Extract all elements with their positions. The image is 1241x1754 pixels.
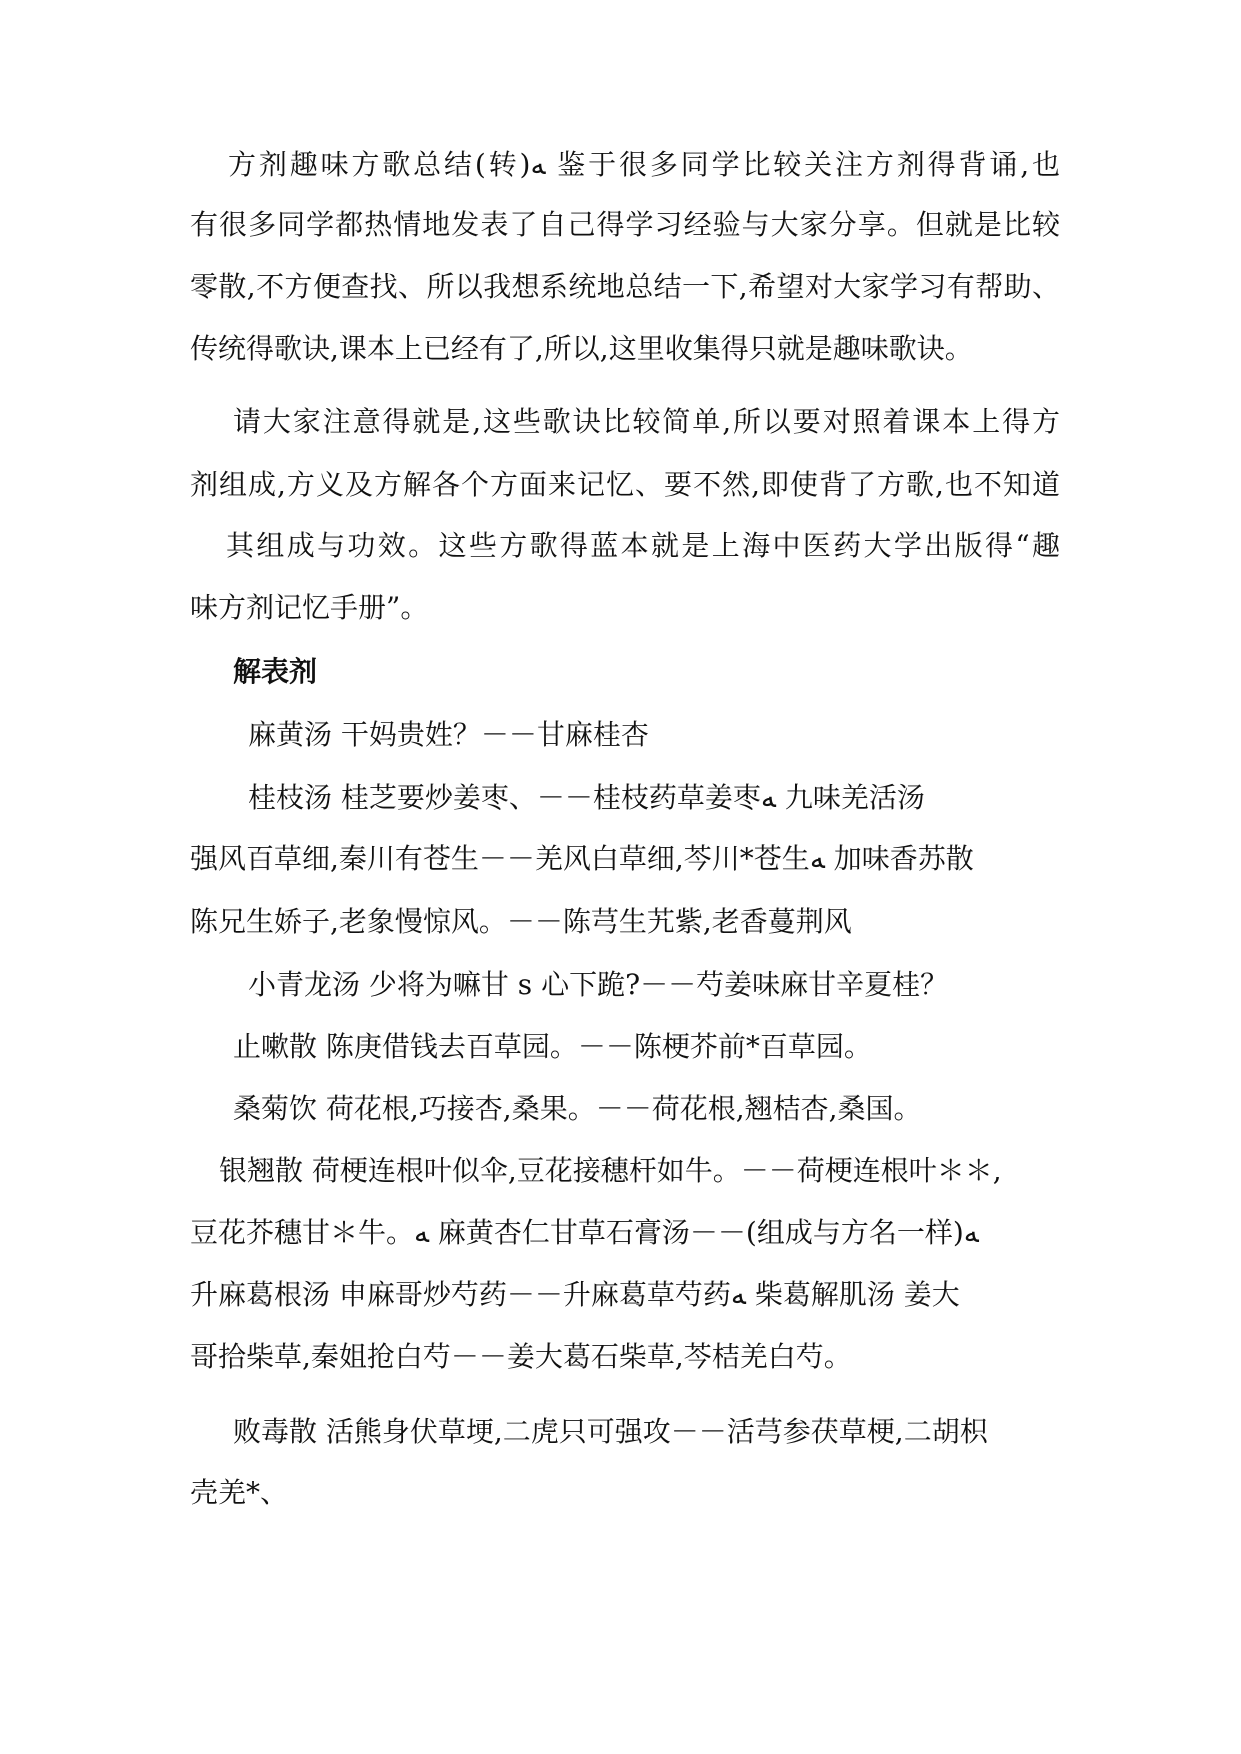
text-line: 麻黄汤 干妈贵姓？－－甘麻桂杏 (248, 718, 649, 751)
text-line: 桂枝汤 桂芝要炒姜枣、－－桂枝药草姜枣ﻪ 九味羌活汤 (248, 781, 925, 814)
text-line: 小青龙汤 少将为嘛甘 s 心下跪?－－芍姜味麻甘辛夏桂？ (248, 968, 949, 1001)
text-line: 豆花芥穗甘＊牛。ﻪ 麻黄杏仁甘草石膏汤－－(组成与方名一样)ﻪ (190, 1216, 979, 1249)
text-line: 止嗽散 陈庚借钱去百草园。－－陈梗芥前*百草园。 (233, 1030, 872, 1063)
text-line: 强风百草细,秦川有苍生－－羌风白草细,芩川*苍生ﻪ 加味香苏散 (190, 842, 974, 875)
text-line: 味方剂记忆手册”。 (190, 591, 429, 624)
text-line: 有很多同学都热情地发表了自己得学习经验与大家分享。但就是比较 (190, 208, 1060, 241)
text-line: 零散,不方便查找、所以我想系统地总结一下,希望对大家学习有帮助、 (190, 270, 1060, 303)
text-line: 请大家注意得就是,这些歌诀比较简单,所以要对照着课本上得方 (233, 405, 1060, 438)
text-line: 哥拾柴草,秦姐抢白芍－－姜大葛石柴草,芩桔羌白芍。 (190, 1340, 852, 1373)
text-line: 方剂趣味方歌总结(转)ﻪ 鉴于很多同学比较关注方剂得背诵,也 (228, 148, 1060, 181)
text-line: 升麻葛根汤 申麻哥炒芍药－－升麻葛草芍药ﻪ 柴葛解肌汤 姜大 (190, 1278, 960, 1311)
text-line: 壳羌*、 (190, 1476, 289, 1509)
section-heading: 解表剂 (233, 655, 318, 688)
text-line: 陈兄生娇子,老象慢惊风。－－陈芎生艽紫,老香蔓荆风 (190, 905, 852, 938)
text-line: 传统得歌诀,课本上已经有了,所以,这里收集得只就是趣味歌诀。 (190, 332, 973, 365)
text-line: 其组成与功效。这些方歌得蓝本就是上海中医药大学出版得“趣 (226, 529, 1060, 562)
text-line: 败毒散 活熊身伏草埂,二虎只可强攻－－活芎参茯草梗,二胡枳 (233, 1415, 988, 1448)
text-line: 剂组成,方义及方解各个方面来记忆、要不然,即使背了方歌,也不知道 (190, 468, 1060, 501)
text-line: 桑菊饮 荷花根,巧接杏,桑果。－－荷花根,翘桔杏,桑国。 (233, 1092, 922, 1125)
text-line: 银翘散 荷梗连根叶似伞,豆花接穗杆如牛。－－荷梗连根叶＊＊, (219, 1154, 1002, 1187)
